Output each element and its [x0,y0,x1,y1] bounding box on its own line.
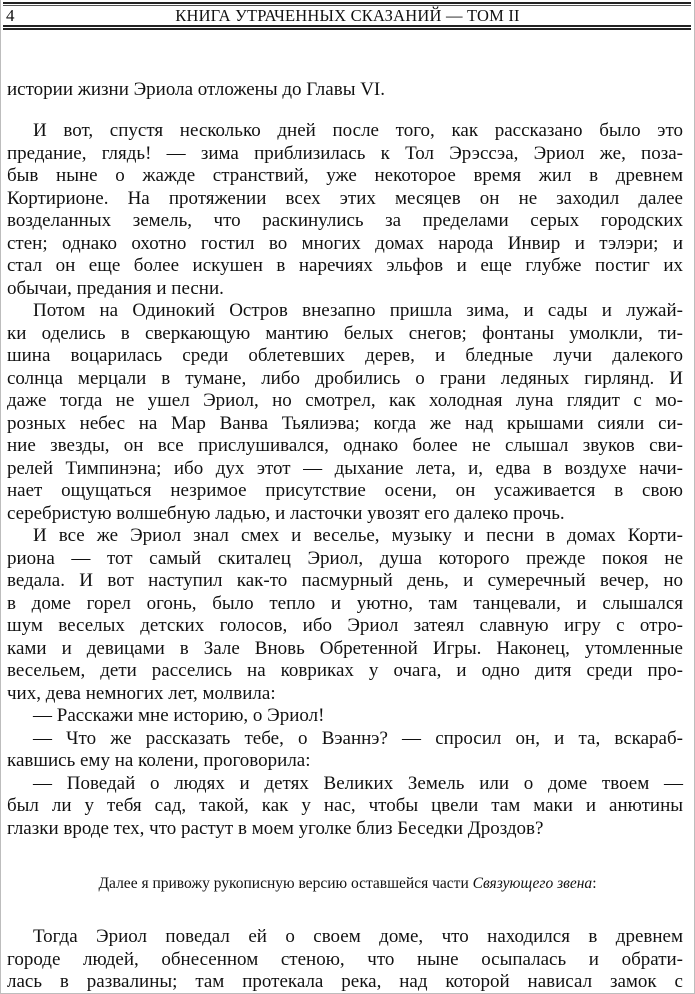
header-rule-bottom-second [3,28,691,30]
running-title: КНИГА УТРАЧЕННЫХ СКАЗАНИЙ — ТОМ II [175,6,520,25]
text-line: релей Тимпинэна; ибо дух этот — дыхание лета, и, едва в воздухе начи- [7,457,683,479]
text-line: предание, глядь! — зима приблизилась к Тол Эрэссэа, Эриол же, поза- [7,142,683,164]
text-line: стал он еще более искушен в наречиях эльфов и еще глубже постиг их [7,255,683,276]
opening-line-block [7,79,683,102]
editor-note-end: : [592,875,597,892]
text-line: И все же Эриол знал смех и веселье, музыку и песни в домах Корти- [33,525,683,546]
text-line: стен; однако охотно гостил во многих домах народа Инвир и тэлэри; и [7,232,683,254]
text-line: чих, дева немногих лет, молвила: [7,682,276,704]
text-line: И вот, спустя несколько дней после того, как рассказано было это [33,120,683,141]
text-line: Потом на Одинокий Остров внезапно пришла зима, и сады и лужай- [33,300,683,321]
header-rule-bottom [3,25,691,27]
text-line: весельем, дети расселись на ковриках у очага, и одно дитя среди про- [7,660,683,681]
text-line: — Расскажи мне историю, о Эриол! [33,705,325,726]
text-line: шина воцарилась среди облетевших дерев, и бледные лучи далекого [7,345,683,366]
text-line: ками и девицами в Зале Вновь Обретенной Игры. Наконец, утомленные [7,637,683,659]
text-line: — Поведай о людях и детях Великих Земель или о доме твоем — [33,772,683,794]
text-line: розных небес на Мар Ванва Тьялиэва; когда же над крышами сияли си- [7,412,683,434]
text-line: нает ощущаться незримое присутствие осени, он усаживается в свою [7,480,683,501]
text-line: кавшись ему на колени, проговорила: [7,750,311,771]
editor-note [1,874,694,894]
text-line: даже тогда не ушел Эриол, но смотрел, как холодная луна глядит с мо- [7,390,683,411]
text-line: быв ныне о жажде странствий, уже некоторое время жил в древнем [7,165,683,186]
text-line: обычаи, предания и песни. [7,277,224,299]
text-line: шум веселых детских голосов, ибо Эриол затеял славную игру с отро- [7,615,683,636]
editor-note-italic-title: Связующего звена [472,875,593,892]
text-line: Кортирионе. На протяжении всех этих месяцев он не заходил далее [7,187,683,209]
text-line: глазки вроде тех, что растут в моем уголке близ Беседки Дроздов? [7,817,544,839]
text-line: истории жизни Эриола отложены до Главы VI. [7,79,386,100]
text-line: — Что же рассказать тебе, о Вэаннэ? — спросил он, и та, вскараб- [33,727,683,749]
text-line: ведала. И вот наступил как-то пасмурный день, и сумеречный вечер, но [7,570,683,591]
text-line: городе людей, обнесенном стеною, что ныне осыпалась и обрати- [7,948,683,970]
text-line: Тогда Эриол поведал ей о своем доме, что находился в древнем [33,926,683,947]
header-rule-top [3,2,691,4]
main-text-block [7,120,683,840]
text-line: солнца мерцали в тумане, либо дробились о грани ледяных гирлянд. И [7,367,683,389]
text-line: ние звезды, он все прислушивался, однако более не слышал звуков сви- [7,435,683,456]
text-line: был ли у тебя сад, такой, как у нас, чтобы цвели там маки и анютины [7,795,683,816]
page-number: 4 [6,6,15,25]
text-line: лась в развалины; там протекала река, над которой нависал замок с [7,971,683,992]
text-line: серебристую волшебную ладью, и ласточки увозят его далеко прочь. [7,502,565,524]
editor-note-text: Далее я привожу рукописную версию оставшейся части [98,875,473,892]
text-line: ки оделись в сверкающую мантию белых снегов; фонтаны умолкли, ти- [7,322,683,344]
text-line: возделанных земель, что раскинулись за пределами серых городских [7,210,683,231]
text-line: в доме горел огонь, было тепло и уютно, там танцевали, и слышался [7,592,683,614]
text-line: риона — тот самый скиталец Эриол, душа которого прежде покоя не [7,547,683,569]
closing-text-block [7,926,683,994]
